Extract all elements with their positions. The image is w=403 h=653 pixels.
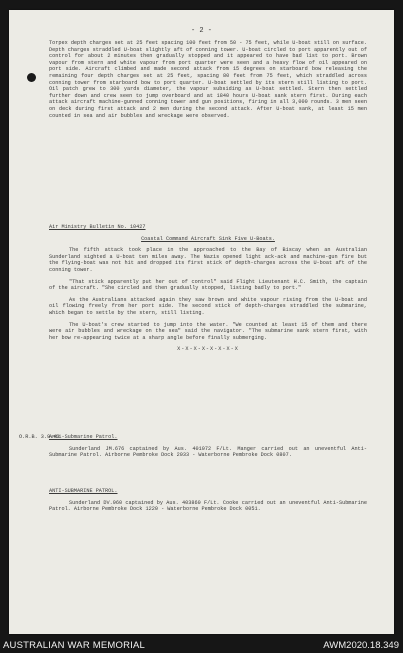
bulletin-paragraph: "That stick apparently put her out of control" said Flight Lieutenant H.C. Smith, the captain of the aircraft. "She circled and then gradually stopped, listing badly to port." bbox=[49, 278, 367, 292]
patrol-heading-1: Anti-Submarine Patrol. bbox=[49, 434, 118, 440]
patrol-paragraph-1: Sunderland JM.676 captained by Aus. 401072 F/Lt. Manger carried out an uneventful Anti-Submarine Patrol. Airborne Pembroke Dock 2033 - Waterborne Pembroke Dock 0807. bbox=[49, 445, 367, 459]
page-number: - 2 - bbox=[190, 27, 212, 35]
continuation-paragraph: Torpex depth charges set at 25 feet spacing 100 feet from 50 - 75 feet, while U-boat still on surface. Depth charges straddled U-boat slightly aft of conning tower. U-boat circled to port apparently out of control for about 2 minutes then gradually stopped and it appeared to have bad list to port. Brown vapour from stern and white vapour from port quarter were seen and a heavy flow of oil appeared on port side. Aircraft climbed and made second attack from 15 degrees on starboard bow releasing the remaining four depth charges set at 25 feet, spacing 80 feet from 75 feet, which straddled across conning tower from starboard bow to port quarter. U-boat settled by its stern still listing to port. Oil patch grew to 300 yards diameter, the vapour subsiding as U-boat settled. Stern then settled further down and crew seen to jump overboard and at 1840 hours U-boat sank stern first. During each attack aircraft machine-gunned conning tower and gun positions, firing in all 3,000 rounds. 3 men seen on deck during first attack and 2 men during the second attack. After U-boat sank, at least 15 men counted in sea and air bubbles and wreckage were observed. bbox=[49, 40, 367, 119]
bulletin-section bbox=[49, 224, 367, 358]
punch-hole bbox=[27, 73, 36, 82]
orb-margin-reference: O.R.B. 3.9.43 bbox=[19, 434, 60, 440]
patrol-section-1 bbox=[49, 434, 367, 464]
bulletin-title: Coastal Command Aircraft Sink Five U-Boats. bbox=[141, 235, 275, 242]
document-page bbox=[9, 10, 394, 634]
bulletin-paragraph: The fifth attack took place in the approached to the Bay of Biscay when an Australian Sunderland sighted a U-boat ten miles away. The Nazis opened light ack-ack and machine-gun fire but the flying-boat was not hit and dropped its first stick of depth-charges across the U-boat aft of the conning tower. bbox=[49, 247, 367, 273]
footer-institution: AUSTRALIAN WAR MEMORIAL bbox=[3, 640, 146, 651]
continuation-block bbox=[49, 40, 367, 124]
bulletin-paragraph: The U-boat's crew started to jump into the water. "We counted at least 15 of them and there were air bubbles and wreckage on the sea" said the navigator. "The submarine sank stern first, with her bow re-appearing twice at a sharp angle before finally submerging. bbox=[49, 321, 367, 341]
footer-accession-number: AWM2020.18.349 bbox=[323, 640, 399, 651]
footer-bar bbox=[0, 638, 403, 653]
patrol-section-2 bbox=[49, 488, 367, 518]
section-separator: X-X-X-X-X-X-X-X bbox=[177, 346, 239, 353]
bulletin-heading: Air Ministry Bulletin No. 10427 bbox=[49, 224, 146, 230]
bulletin-paragraph: As the Australians attacked again they saw brown and white vapour rising from the U-boat and oil flowing freely from her port side. The second stick of depth-charges straddled the submarine, which began to settle by the stern, still listing. bbox=[49, 296, 367, 316]
patrol-heading-2: ANTI-SUBMARINE PATROL. bbox=[49, 488, 118, 494]
patrol-paragraph-2: Sunderland DV.960 captained by Aus. 403860 F/Lt. Cooke carried out an uneventful Anti-Submarine Patrol. Airborne Pembroke Dock 1220 - Waterborne Pembroke Dock 0051. bbox=[49, 499, 367, 513]
